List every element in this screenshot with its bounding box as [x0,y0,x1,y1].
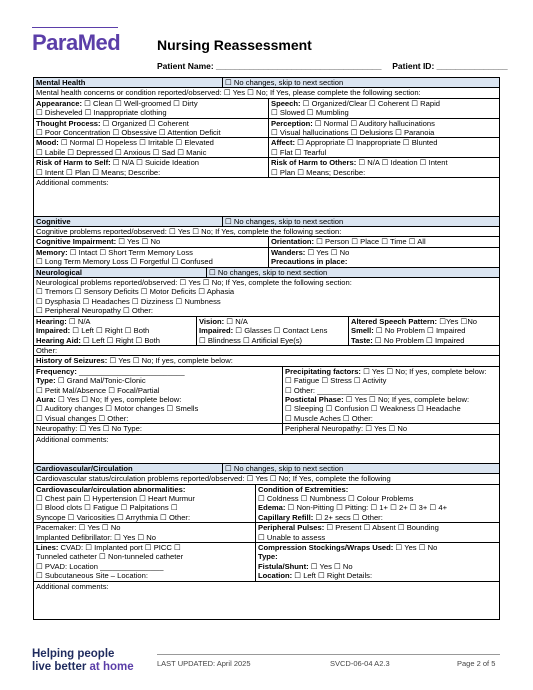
skip-section-checkbox[interactable]: ☐ No changes, skip to next section [222,78,499,87]
last-updated: LAST UPDATED: April 2025 [157,659,251,668]
form-row [34,485,499,524]
form-row [34,523,499,543]
form-row [34,474,499,484]
form-cell[interactable]: Memory: ☐ Intact ☐ Short Term Memory Loss ☐ Long Term Memory Loss ☐ Forgetful ☐ Confused [36,247,213,267]
patient-id-field[interactable]: Patient ID: _______________ [392,61,508,71]
reassessment-form [33,77,500,620]
form-cell[interactable]: History of Seizures: ☐ Yes ☐ No; If yes, complete below: [36,356,233,366]
form-cell[interactable]: Other: [36,345,58,355]
form-cell[interactable]: Cognitive problems reported/observed: ☐ Yes ☐ No; If Yes, complete the following section: [36,227,342,237]
form-cell[interactable]: Mood: ☐ Normal ☐ Hopeless ☐ Irritable ☐ Elevated ☐ Labile ☐ Depressed ☐ Anxious ☐ Sad ☐ Manic [36,138,214,157]
form-cell[interactable]: Risk of Harm to Self: ☐ N/A ☐ Suicide Ideation ☐ Intent ☐ Plan ☐ Means; Describe: [36,158,200,177]
form-cell[interactable]: Vision: ☐ N/A Impaired: ☐ Glasses ☐ Contact Lens ☐ Blindness ☐ Artificial Eye(s) [196,317,348,345]
form-row [34,582,499,620]
skip-section-checkbox[interactable]: ☐ No changes, skip to next section [222,464,499,473]
form-cell[interactable]: Condition of Extremities: ☐ Coldness ☐ Numbness ☐ Colour Problems Edema: ☐ Non-Pitting ☐ Pitting: ☐ 1+ ☐ 2+ ☐ 3+ ☐ 4+ Capillary Refill: ☐ 2+ secs ☐ Other: [255,485,499,523]
form-row [34,317,499,346]
patient-name-field[interactable]: Patient Name: ___________________________________ [157,61,382,71]
form-row [34,99,499,119]
form-row [34,367,499,424]
form-cell[interactable]: Frequency: _________________________ Type: ☐ Grand Mal/Tonic-Clonic ☐ Petit Mal/Absence ☐ Focal/Partial Aura: ☐ Yes ☐ No; If yes, complete below: ☐ Auditory changes ☐ Motor changes ☐ Smells ☐ Visual changes ☐ Other: [36,366,199,423]
section-header [34,268,499,278]
section-header [34,464,499,474]
form-cell[interactable]: Neuropathy: ☐ Yes ☐ No Type: [36,424,142,434]
section-header [34,78,499,88]
form-row [34,278,499,317]
form-row [34,346,499,356]
form-cell[interactable]: Thought Process: ☐ Organized ☐ Coherent ☐ Poor Concentration ☐ Obsessive ☐ Attention Deficit [36,118,221,138]
tagline-part: live better [32,660,90,673]
page-number: Page 2 of 5 [457,659,496,668]
tagline-accent: at home [89,660,134,673]
form-row [34,88,499,98]
form-row [34,356,499,366]
form-cell[interactable]: Speech: ☐ Organized/Clear ☐ Coherent ☐ Rapid ☐ Slowed ☐ Mumbling [268,99,499,118]
form-cell[interactable]: Mental health concerns or condition reported/observed: ☐ Yes ☐ No; If Yes, please complete the following section: [36,88,421,98]
form-cell[interactable]: Neurological problems reported/observed: ☐ Yes ☐ No; If Yes, complete the following section: ☐ Tremors ☐ Sensory Deficits ☐ Motor Deficits ☐ Aphasia ☐ Dysphasia ☐ Headaches ☐ Dizziness ☐ Numbness ☐ Peripheral Neuropathy ☐ Other: [36,278,352,316]
form-cell[interactable]: Perception: ☐ Normal ☐ Auditory hallucinations ☐ Visual hallucinations ☐ Delusions ☐ Paranoia [268,119,499,138]
form-cell[interactable]: Appearance: ☐ Clean ☐ Well-groomed ☐ Dirty ☐ Disheveled ☐ Inappropriate clothing [36,98,198,118]
form-cell[interactable]: Additional comments: [36,178,109,188]
form-row [34,435,499,464]
form-row [34,543,499,582]
section-title: Neurological [36,267,82,277]
form-cell[interactable]: Affect: ☐ Appropriate ☐ Inappropriate ☐ Blunted ☐ Flat ☐ Tearful [268,138,499,157]
footer-tagline [32,648,134,673]
section-header [34,217,499,227]
form-row [34,424,499,434]
form-cell[interactable]: Additional comments: [36,434,109,444]
form-cell[interactable]: Lines: CVAD: ☐ Implanted port ☐ PICC ☐ Tunneled catheter ☐ Non-tunneled catheter ☐ PVAD: Location _______________ ☐ Subcutaneous Site – Location: [36,543,184,581]
form-cell[interactable]: Peripheral Pulses: ☐ Present ☐ Absent ☐ Bounding ☐ Unable to assess [255,523,499,542]
form-row [34,237,499,247]
form-cell[interactable]: Hearing: ☐ N/A Impaired: ☐ Left ☐ Right ☐ Both Hearing Aid: ☐ Left ☐ Right ☐ Both [36,316,160,345]
form-cell[interactable]: Risk of Harm to Others: ☐ N/A ☐ Ideation ☐ Intent ☐ Plan ☐ Means; Describe: [268,158,499,177]
patient-info-line [157,61,508,71]
page-title: Nursing Reassessment [157,37,312,53]
form-cell[interactable]: Altered Speech Pattern: ☐Yes ☐No Smell: ☐ No Problem ☐ Impaired Taste: ☐ No Problem ☐ Impaired [348,317,499,345]
form-cell[interactable]: Cardiovascular status/circulation problems reported/observed: ☐ Yes ☐ No; If Yes, complete the following [36,474,391,484]
form-cell[interactable]: Orientation: ☐ Person ☐ Place ☐ Time ☐ All [268,237,499,246]
form-row [34,178,499,217]
form-row [34,248,499,268]
form-cell[interactable]: Cognitive Impairment: ☐ Yes ☐ No [36,237,161,247]
logo-rule [32,27,118,28]
form-row [34,119,499,139]
logo: ParaMed [32,30,121,55]
tagline-line-2 [32,661,134,674]
skip-section-checkbox[interactable]: ☐ No changes, skip to next section [206,268,499,277]
footer-rule [157,654,500,655]
section-title: Cognitive [36,216,71,226]
form-row [34,138,499,158]
document-code: SVCD-06-04 A2.3 [330,659,390,668]
form-cell[interactable]: Wanders: ☐ Yes ☐ No Precautions in place: [268,248,499,267]
form-row [34,158,499,178]
form-cell[interactable]: Additional comments: [36,581,109,591]
tagline-line-1: Helping people [32,648,115,660]
form-row [34,227,499,237]
skip-section-checkbox[interactable]: ☐ No changes, skip to next section [222,217,499,226]
form-cell[interactable]: Peripheral Neuropathy: ☐ Yes ☐ No [282,424,499,433]
form-cell[interactable]: Cardiovascular/circulation abnormalities: ☐ Chest pain ☐ Hypertension ☐ Heart Murmur ☐ Blood clots ☐ Fatigue ☐ Palpitations ☐ Syncope ☐ Varicosities ☐ Arrythmia ☐ Other: [36,484,195,522]
section-title: Cardiovascular/Circulation [36,463,133,473]
section-title: Mental Health [36,78,86,87]
form-cell[interactable]: Compression Stockings/Wraps Used: ☐ Yes ☐ No Type: Fistula/Shunt: ☐ Yes ☐ No Location: ☐ Left ☐ Right Details: [255,543,499,581]
form-cell[interactable]: Pacemaker: ☐ Yes ☐ No Implanted Defibrillator: ☐ Yes ☐ No [36,523,156,542]
form-cell[interactable]: Precipitating factors: ☐ Yes ☐ No; If yes, complete below: ☐ Fatigue ☐ Stress ☐ Activity ☐ Other: _____________________________ Postictal Phase: ☐ Yes ☐ No; If yes, complete below: ☐ Sleeping ☐ Confusion ☐ Weakness ☐ Headache ☐ Muscle Aches ☐ Other: [282,367,499,423]
